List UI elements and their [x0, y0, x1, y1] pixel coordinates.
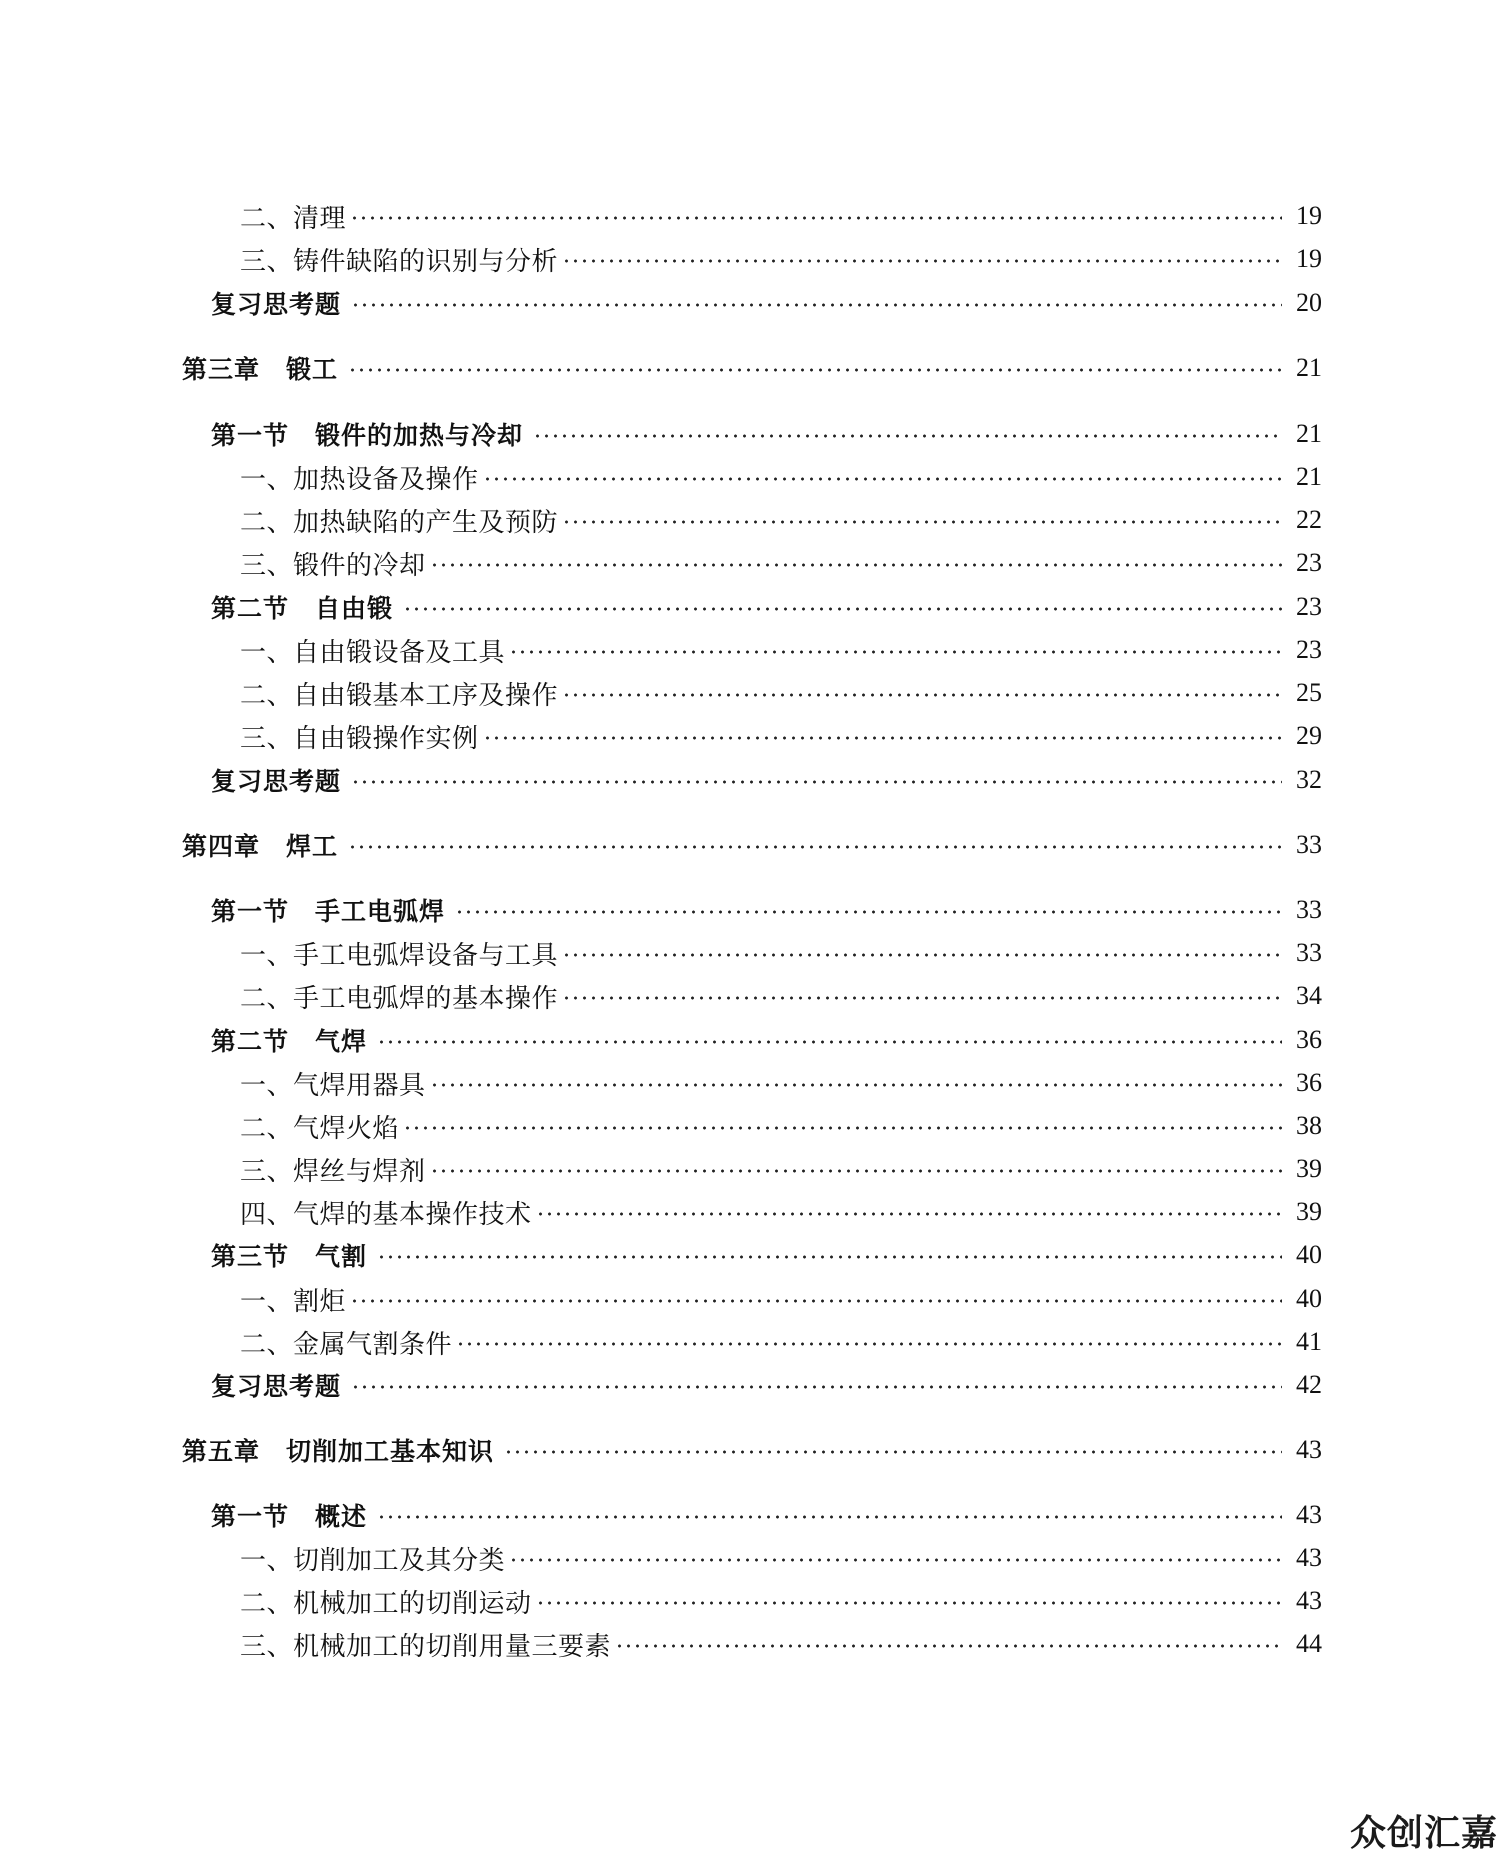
toc-section-title: 复习思考题 [211, 290, 342, 319]
toc-entry-page: 25 [1296, 678, 1322, 707]
toc-entry-title: 二、自由锻基本工序及操作 [240, 680, 559, 711]
toc-entry-page: 20 [1296, 288, 1322, 317]
toc-entry-page: 21 [1296, 353, 1322, 382]
toc-section-title: 第一节 锻件的加热与冷却 [211, 421, 524, 450]
toc-entry-page: 29 [1296, 721, 1322, 750]
toc-entry-title: 二、机械加工的切削运动 [240, 1588, 532, 1619]
toc-entry[interactable] [0, 673, 1504, 713]
toc-section-entry[interactable] [0, 1495, 1504, 1535]
toc-entry-page: 33 [1296, 938, 1322, 967]
toc-leader-dots [562, 996, 1282, 1000]
toc-entry-title: 三、焊丝与焊剂 [240, 1156, 426, 1187]
toc-entry[interactable] [0, 1106, 1504, 1146]
toc-leader-dots [456, 1342, 1282, 1346]
toc-leader-dots [504, 1450, 1282, 1454]
toc-leader-dots [509, 1558, 1282, 1562]
toc-chapter-entry[interactable] [0, 348, 1504, 388]
toc-leader-dots [562, 520, 1282, 524]
toc-entry-page: 43 [1296, 1500, 1322, 1529]
toc-section-title: 第一节 概述 [211, 1502, 368, 1531]
toc-leader-dots [536, 1212, 1282, 1216]
toc-section-entry[interactable] [0, 760, 1504, 800]
toc-leader-dots [350, 216, 1282, 220]
toc-leader-dots [615, 1644, 1282, 1648]
toc-entry-title: 四、气焊的基本操作技术 [240, 1199, 532, 1230]
toc-entry[interactable] [0, 1581, 1504, 1621]
toc-entry[interactable] [0, 630, 1504, 670]
toc-chapter-title: 第四章 焊工 [182, 832, 339, 861]
toc-entry[interactable] [0, 1063, 1504, 1103]
toc-entry-page: 43 [1296, 1586, 1322, 1615]
toc-leader-dots [351, 780, 1282, 784]
toc-entry-title: 二、加热缺陷的产生及预防 [240, 507, 559, 538]
toc-entry-title: 一、手工电弧焊设备与工具 [240, 940, 559, 971]
toc-entry-page: 21 [1296, 419, 1322, 448]
toc-entry-title: 三、铸件缺陷的识别与分析 [240, 246, 559, 277]
toc-entry-page: 44 [1296, 1629, 1322, 1658]
toc-entry-page: 23 [1296, 635, 1322, 664]
toc-entry-title: 二、手工电弧焊的基本操作 [240, 983, 559, 1014]
toc-entry-page: 23 [1296, 548, 1322, 577]
toc-entry-page: 19 [1296, 201, 1322, 230]
toc-leader-dots [351, 303, 1282, 307]
toc-entry-page: 43 [1296, 1543, 1322, 1572]
toc-entry-page: 33 [1296, 895, 1322, 924]
toc-entry[interactable] [0, 716, 1504, 756]
toc-entry[interactable] [0, 1192, 1504, 1232]
toc-entry-page: 33 [1296, 830, 1322, 859]
toc-entry-page: 39 [1296, 1197, 1322, 1226]
toc-section-entry[interactable] [0, 1365, 1504, 1405]
toc-leader-dots [403, 607, 1282, 611]
toc-entry[interactable] [0, 976, 1504, 1016]
toc-entry-title: 二、清理 [240, 203, 347, 234]
toc-section-title: 第二节 自由锻 [211, 594, 394, 623]
toc-leader-dots [483, 477, 1282, 481]
toc-leader-dots [348, 845, 1282, 849]
toc-leader-dots [377, 1515, 1282, 1519]
toc-chapter-entry[interactable] [0, 1430, 1504, 1470]
toc-entry-page: 41 [1296, 1327, 1322, 1356]
toc-chapter-entry[interactable] [0, 825, 1504, 865]
toc-leader-dots [377, 1040, 1282, 1044]
toc-entry-title: 二、气焊火焰 [240, 1113, 400, 1144]
toc-entry-title: 一、自由锻设备及工具 [240, 637, 506, 668]
toc-section-title: 复习思考题 [211, 1372, 342, 1401]
toc-entry-title: 一、割炬 [240, 1286, 347, 1317]
toc-entry[interactable] [0, 933, 1504, 973]
toc-leader-dots [403, 1126, 1282, 1130]
toc-entry[interactable] [0, 1538, 1504, 1578]
toc-entry-title: 一、切削加工及其分类 [240, 1545, 506, 1576]
toc-entry-page: 40 [1296, 1284, 1322, 1313]
toc-entry-page: 19 [1296, 244, 1322, 273]
toc-leader-dots [350, 1299, 1282, 1303]
toc-leader-dots [430, 1083, 1282, 1087]
toc-entry-page: 43 [1296, 1435, 1322, 1464]
toc-leader-dots [455, 910, 1282, 914]
toc-entry-title: 一、加热设备及操作 [240, 464, 479, 495]
toc-entry[interactable] [0, 457, 1504, 497]
toc-leader-dots [562, 693, 1282, 697]
toc-leader-dots [430, 1169, 1282, 1173]
toc-section-entry[interactable] [0, 1235, 1504, 1275]
toc-entry-page: 39 [1296, 1154, 1322, 1183]
toc-section-entry[interactable] [0, 587, 1504, 627]
toc-leader-dots [533, 434, 1282, 438]
toc-section-title: 第三节 气割 [211, 1242, 368, 1271]
toc-leader-dots [430, 563, 1282, 567]
toc-entry-title: 三、锻件的冷却 [240, 550, 426, 581]
toc-leader-dots [536, 1601, 1282, 1605]
toc-entry-page: 32 [1296, 765, 1322, 794]
toc-entry-title: 二、金属气割条件 [240, 1329, 453, 1360]
toc-entry[interactable] [0, 500, 1504, 540]
toc-section-title: 复习思考题 [211, 767, 342, 796]
toc-leader-dots [562, 259, 1282, 263]
toc-section-entry[interactable] [0, 283, 1504, 323]
toc-section-title: 第一节 手工电弧焊 [211, 897, 446, 926]
toc-entry-page: 38 [1296, 1111, 1322, 1140]
toc-leader-dots [509, 650, 1282, 654]
toc-entry-page: 21 [1296, 462, 1322, 491]
watermark-text: 众创汇嘉 [1349, 1813, 1498, 1854]
toc-section-entry[interactable] [0, 890, 1504, 930]
toc-chapter-title: 第三章 锻工 [182, 355, 339, 384]
toc-entry-page: 34 [1296, 981, 1322, 1010]
toc-section-title: 第二节 气焊 [211, 1027, 368, 1056]
toc-leader-dots [351, 1385, 1282, 1389]
toc-leader-dots [483, 736, 1282, 740]
toc-chapter-title: 第五章 切削加工基本知识 [182, 1437, 495, 1466]
toc-leader-dots [377, 1255, 1282, 1259]
toc-entry-title: 三、自由锻操作实例 [240, 723, 479, 754]
toc-entry-title: 一、气焊用器具 [240, 1070, 426, 1101]
toc-entry-page: 22 [1296, 505, 1322, 534]
toc-entry-page: 23 [1296, 592, 1322, 621]
toc-entry-title: 三、机械加工的切削用量三要素 [240, 1631, 612, 1662]
toc-entry[interactable] [0, 1322, 1504, 1362]
toc-entry-page: 40 [1296, 1240, 1322, 1269]
toc-leader-dots [562, 953, 1282, 957]
toc-entry-page: 42 [1296, 1370, 1322, 1399]
toc-entry[interactable] [0, 1279, 1504, 1319]
toc-leader-dots [348, 368, 1282, 372]
toc-entry[interactable] [0, 1624, 1504, 1664]
toc-entry[interactable] [0, 1149, 1504, 1189]
toc-entry-page: 36 [1296, 1068, 1322, 1097]
toc-section-entry[interactable] [0, 414, 1504, 454]
toc-entry[interactable] [0, 239, 1504, 279]
toc-entry[interactable] [0, 543, 1504, 583]
toc-entry[interactable] [0, 196, 1504, 236]
toc-section-entry[interactable] [0, 1020, 1504, 1060]
toc-entry-page: 36 [1296, 1025, 1322, 1054]
